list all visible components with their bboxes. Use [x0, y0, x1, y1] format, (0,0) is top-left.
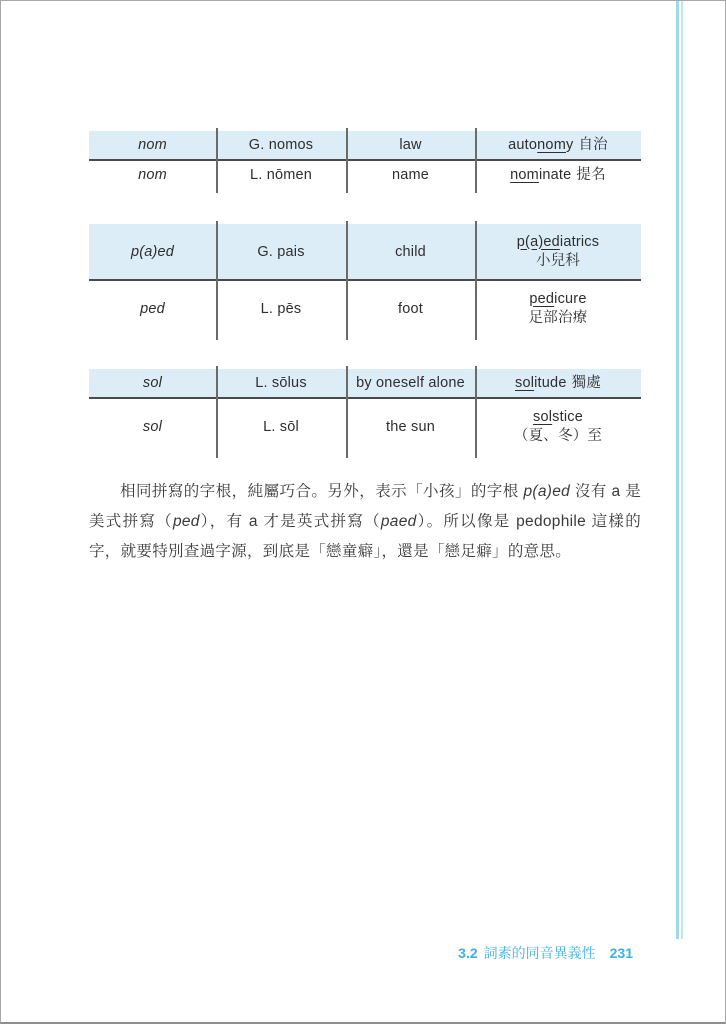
page-number: 231: [609, 945, 633, 961]
table-row: [89, 399, 641, 454]
example-cell: [475, 399, 641, 454]
example-translation: （夏、冬）至: [513, 427, 603, 444]
origin-cell: G. pais: [216, 224, 346, 281]
paragraph-segment: ）。所以像是 pedophile 這樣的字，就要特別查過字源，到底是「戀童癖」，還是「戀足癖」的意思。: [89, 513, 641, 560]
origin-cell: L. sōl: [263, 418, 299, 435]
column-divider: [475, 366, 477, 458]
example-translation: 小兒科: [535, 252, 581, 269]
root-cell: sol: [89, 369, 216, 399]
example-cell: [475, 369, 641, 399]
example-cell: [475, 224, 641, 281]
origin-cell: G. nomos: [216, 131, 346, 161]
root-cell: p(a)ed: [89, 224, 216, 281]
table-row: [89, 281, 641, 336]
example-word: solitude: [515, 374, 567, 391]
meaning-cell: child: [346, 224, 475, 281]
example-cell: [475, 131, 641, 161]
origin-cell: L. pēs: [260, 300, 302, 317]
column-divider: [216, 366, 218, 458]
example-word: solstice: [533, 408, 583, 425]
meaning-cell: foot: [398, 300, 423, 317]
root-cell: nom: [89, 131, 216, 161]
section-number: 3.2: [458, 945, 478, 961]
meaning-cell: the sun: [386, 418, 435, 435]
example-word: p(a)ediatrics: [516, 233, 600, 250]
column-divider: [216, 221, 218, 340]
column-divider: [346, 366, 348, 458]
paragraph-segment: ），有 a 才是英式拼寫（: [199, 513, 381, 530]
origin-cell: L. nōmen: [249, 167, 313, 183]
example-translation: 足部治療: [528, 309, 588, 326]
paragraph-segment: p(a)ed: [523, 483, 571, 500]
example-cell: [475, 281, 641, 336]
paragraph-segment: 相同拼寫的字根，純屬巧合。另外，表示「小孩」的字根: [120, 483, 524, 500]
column-divider: [346, 128, 348, 193]
example-word: pedicure: [529, 290, 587, 307]
page-content: [89, 1, 641, 567]
root-cell: nom: [138, 167, 167, 183]
side-rule-stripe: [681, 1, 683, 939]
body-paragraph: [89, 477, 641, 567]
meaning-cell: law: [346, 131, 475, 161]
table-row: [89, 131, 641, 161]
table-row: [89, 224, 641, 281]
column-divider: [475, 128, 477, 193]
example-translation: 獨處: [571, 374, 601, 391]
section-title: 詞素的同音異義性: [483, 945, 596, 961]
table-row: [89, 369, 641, 399]
example-translation: 提名: [576, 166, 606, 183]
example-cell: [475, 161, 641, 189]
meaning-cell: name: [391, 167, 430, 183]
example-translation: 自治: [578, 136, 608, 153]
root-cell: ped: [140, 300, 165, 317]
word-root-table-sol: [89, 369, 641, 454]
word-root-table-nom: [89, 131, 641, 189]
page-footer: [458, 943, 633, 963]
meaning-cell: by oneself alone: [346, 369, 475, 399]
column-divider: [346, 221, 348, 340]
root-cell: sol: [142, 418, 163, 435]
paragraph-segment: 沒有 a 是美式拼寫（: [89, 483, 641, 530]
origin-cell: L. sōlus: [216, 369, 346, 399]
paragraph-segment: paed: [380, 513, 417, 530]
column-divider: [216, 128, 218, 193]
decorative-side-rule: [676, 1, 683, 939]
example-word: autonomy: [508, 136, 574, 153]
paragraph-segment: ped: [172, 513, 200, 530]
example-word: nominate: [510, 166, 572, 183]
word-root-table-paed: [89, 224, 641, 336]
table-row: [89, 161, 641, 189]
column-divider: [475, 221, 477, 340]
